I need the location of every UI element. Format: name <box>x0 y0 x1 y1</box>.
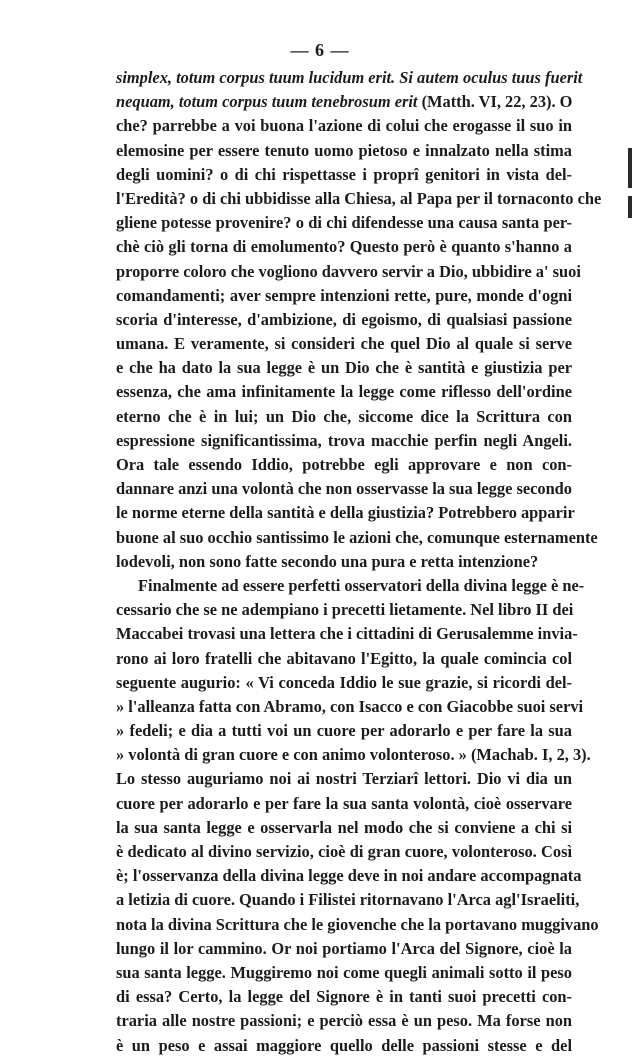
text-line: Maccabei trovasi una lettera che i cittadini di Gerusalemme invia- <box>116 624 578 644</box>
text-line: è dedicato al divino servizio, cioè di gran cuore, volonteroso. Così <box>116 842 572 861</box>
text-line: elemosine per essere tenuto uomo pietoso e innalzato nella stima <box>116 140 572 160</box>
text-line: simplex, totum corpus tuum lucidum erit. Si autem oculus tuus fuerit <box>116 68 583 87</box>
paragraph-last-line: lodevoli, non sono fatte secondo una pura e retta intenzione? <box>116 551 539 571</box>
text-line <box>116 90 572 114</box>
text-line: a letizia di cuore. Quando i Filistei ritornavano l'Arca agl'Israeliti, <box>116 890 580 910</box>
text-line: proporre coloro che vogliono davvero servir a Dio, ubbidire a' suoi <box>116 261 581 281</box>
text-line: degli uomini? o di chi rispettasse i proprî genitori in vista del- <box>116 164 572 184</box>
page-edge-shadow <box>628 196 632 218</box>
text-line: seguente augurio: « Vi conceda Iddio le sue grazie, si ricordi del- <box>116 672 572 692</box>
text-line: Lo stesso auguriamo noi ai nostri Terziarî lettori. Dio vi dia un <box>116 769 572 789</box>
text-line: chè ciò gli torna di emolumento? Questo però è quanto s'hanno a <box>116 237 572 257</box>
text-line: » l'alleanza fatta con Abramo, con Isacco e con Giacobbe suoi servi <box>116 696 584 716</box>
text-line: gliene potesse provenire? o di chi difendesse una causa santa per- <box>116 213 572 233</box>
paragraph-first-line: Finalmente ad essere perfetti osservatori della divina legge è ne- <box>138 575 585 595</box>
text-line: Ora tale essendo Iddio, potrebbe egli approvare e non con- <box>116 455 572 474</box>
page-number: — 6 — <box>290 40 350 60</box>
body-text <box>116 66 602 1058</box>
text-line: » volontà di gran cuore e con animo volonteroso. » (Machab. I, 2, 3). <box>116 745 591 765</box>
page-edge-shadow <box>628 148 632 188</box>
text-line: è un peso e assai maggiore quello delle passioni stesse e del <box>116 1035 572 1055</box>
text-line: buone al suo occhio santissimo le azioni che, comunque esternamente <box>116 527 598 547</box>
text-line: espressione significantissima, trova macchie perfin negli Angeli. <box>116 430 572 450</box>
text-line: cuore per adorarlo e per fare la sua santa volontà, cioè osservare <box>116 793 572 813</box>
text-line: di essa? Certo, la legge del Signore è in tanti suoi precetti con- <box>116 987 572 1007</box>
text-line: sua santa legge. Muggiremo noi come quegli animali sotto il peso <box>116 962 572 982</box>
text-line: scoria d'interesse, d'ambizione, di egoismo, di qualsiasi passione <box>116 309 572 329</box>
text-line: cessario che se ne adempiano i precetti lietamente. Nel libro II dei <box>116 600 574 620</box>
text-line: lungo il lor cammino. Or noi portiamo l'Arca del Signore, cioè la <box>116 938 572 958</box>
text-line: le norme eterne della santità e della giustizia? Potrebbero apparir <box>116 503 575 523</box>
text-line: traria alle nostre passioni; e perciò essa è un peso. Ma forse non <box>116 1011 572 1031</box>
latin-quote: nequam, totum corpus tuum tenebrosum erit <box>116 92 418 112</box>
text-line: umana. E veramente, si consideri che quel Dio al quale si serve <box>116 334 572 354</box>
text-line: eterno che è in lui; un Dio che, siccome dice la Scrittura con <box>116 406 572 426</box>
text-line: che? parrebbe a voi buona l'azione di colui che erogasse il suo in <box>116 116 572 136</box>
citation: (Matth. VI, 22, 23). O <box>417 92 573 112</box>
text-line: rono ai loro fratelli che abitavano l'Egitto, la quale comincia col <box>116 648 572 668</box>
text-line: comandamenti; aver sempre intenzioni rette, pure, monde d'ogni <box>116 285 572 305</box>
text-line: l'Eredità? o di chi ubbidisse alla Chiesa, al Papa per il tornaconto che <box>116 188 602 208</box>
text-line: nota la divina Scrittura che le giovenche che la portavano muggivano <box>116 914 599 934</box>
text-line: è; l'osservanza della divina legge deve in noi andare accompagnata <box>116 866 582 886</box>
text-line: e che ha dato la sua legge è un Dio che è santità e giustizia per <box>116 358 572 378</box>
text-line: dannare anzi una volontà che non osservasse la sua legge secondo <box>116 479 572 499</box>
text-line: » fedeli; e dia a tutti voi un cuore per adorarlo e per fare la sua <box>116 721 572 741</box>
text-line: essenza, che ama infinitamente la legge come riflesso dell'ordine <box>116 382 572 402</box>
text-line: la sua santa legge e osservarla nel modo che si conviene a chi si <box>116 817 572 837</box>
